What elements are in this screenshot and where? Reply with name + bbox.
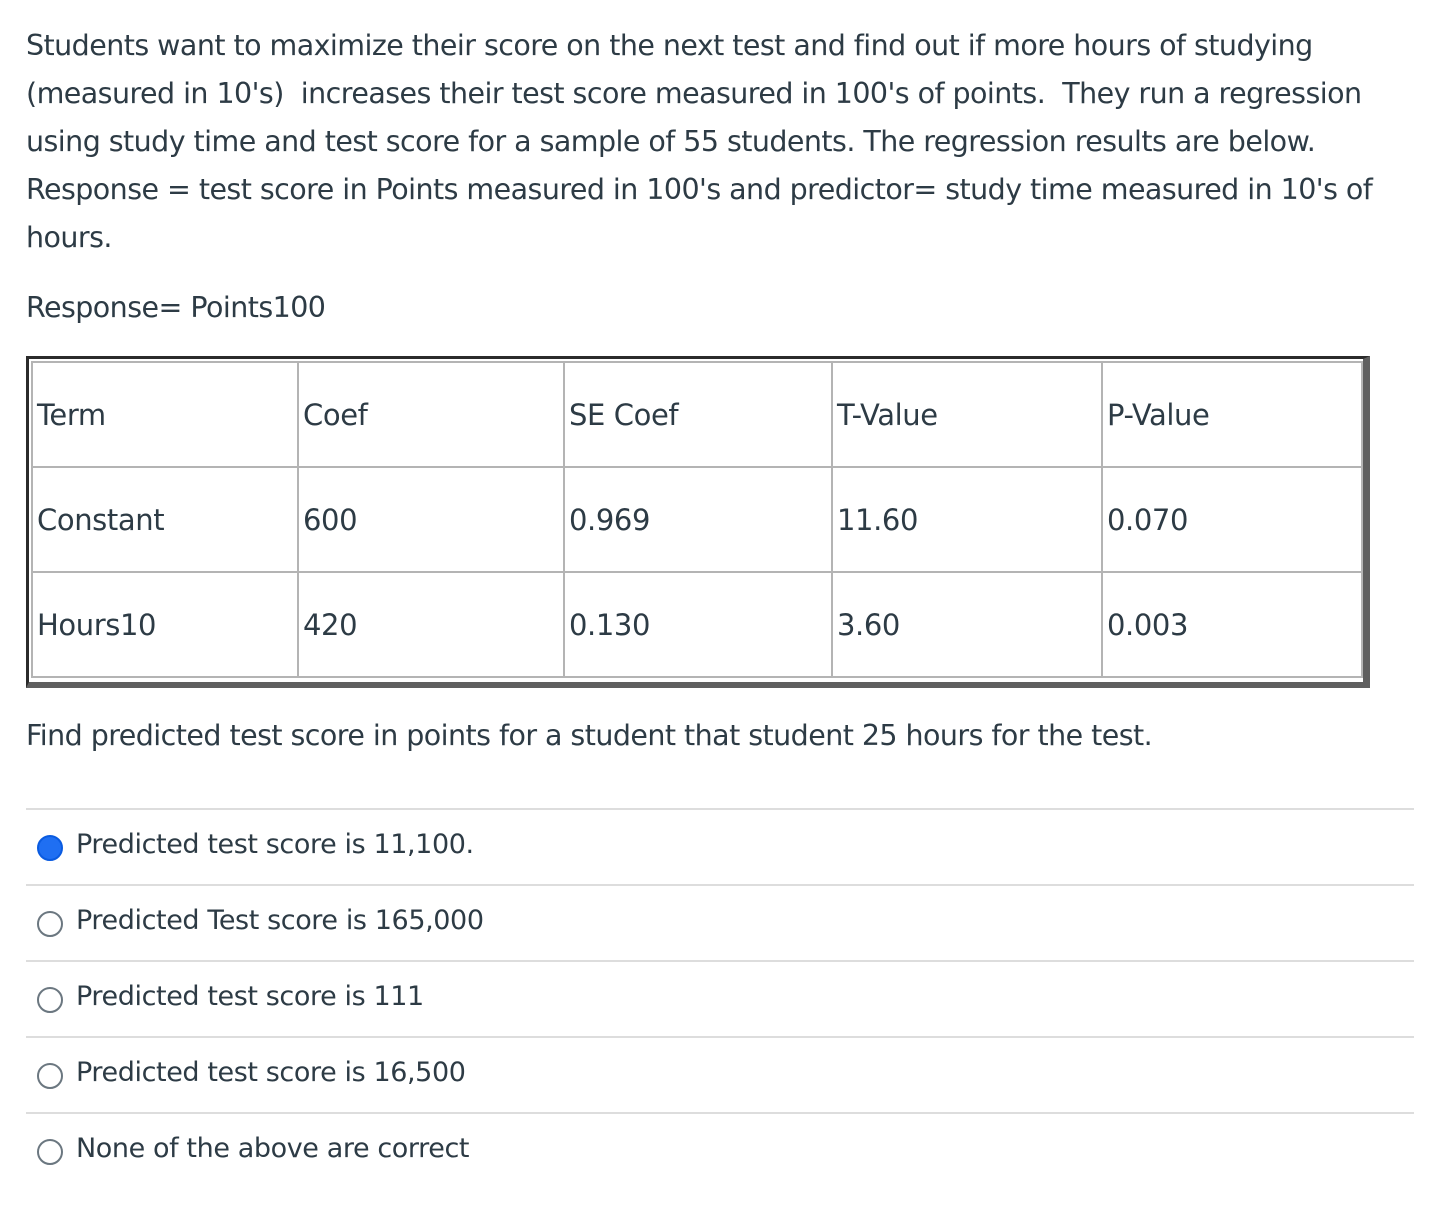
answer-label: None of the above are correct (76, 1133, 470, 1164)
answer-label: Predicted test score is 111 (76, 981, 424, 1012)
table-header-row (32, 362, 1362, 467)
cell-t-value: 11.60 (832, 467, 1102, 572)
cell-term: Constant (32, 467, 298, 572)
cell-p-value: 0.003 (1102, 572, 1362, 677)
answer-option[interactable] (26, 884, 1414, 960)
intro-line: Students want to maximize their score on the next test and find out if more hours of studying (26, 29, 1313, 62)
cell-coef: 600 (298, 467, 564, 572)
radio-button-selected[interactable] (37, 835, 63, 861)
header-p-value: P-Value (1102, 362, 1362, 467)
header-term: Term (32, 362, 298, 467)
header-se-coef: SE Coef (564, 362, 832, 467)
regression-table (31, 361, 1363, 678)
cell-t-value: 3.60 (832, 572, 1102, 677)
answer-label: Predicted test score is 16,500 (76, 1057, 466, 1088)
intro-line: (measured in 10's) increases their test score measured in 100's of points. They run a regression (26, 77, 1362, 110)
intro-line: Response = test score in Points measured in 100's and predictor= study time measured in 10's of (26, 173, 1373, 206)
answer-option[interactable] (26, 808, 1414, 884)
cell-se-coef: 0.969 (564, 467, 832, 572)
header-coef: Coef (298, 362, 564, 467)
answer-label: Predicted test score is 11,100. (76, 829, 474, 860)
radio-button[interactable] (37, 911, 63, 937)
answer-option[interactable] (26, 960, 1414, 1036)
answer-label: Predicted Test score is 165,000 (76, 905, 484, 936)
regression-table-frame (26, 356, 1370, 688)
answer-option[interactable] (26, 1036, 1414, 1112)
table-row (32, 572, 1362, 677)
intro-line: using study time and test score for a sample of 55 students. The regression results are below. (26, 125, 1316, 158)
table-row (32, 467, 1362, 572)
radio-button[interactable] (37, 987, 63, 1013)
cell-p-value: 0.070 (1102, 467, 1362, 572)
question-intro (26, 22, 1406, 262)
intro-line: hours. (26, 221, 112, 254)
cell-term: Hours10 (32, 572, 298, 677)
radio-button[interactable] (37, 1063, 63, 1089)
response-label: Response= Points100 (26, 291, 326, 324)
question-prompt: Find predicted test score in points for a student that student 25 hours for the test. (26, 719, 1153, 752)
answer-list (26, 808, 1414, 1188)
cell-coef: 420 (298, 572, 564, 677)
header-t-value: T-Value (832, 362, 1102, 467)
cell-se-coef: 0.130 (564, 572, 832, 677)
answer-option[interactable] (26, 1112, 1414, 1188)
radio-button[interactable] (37, 1139, 63, 1165)
